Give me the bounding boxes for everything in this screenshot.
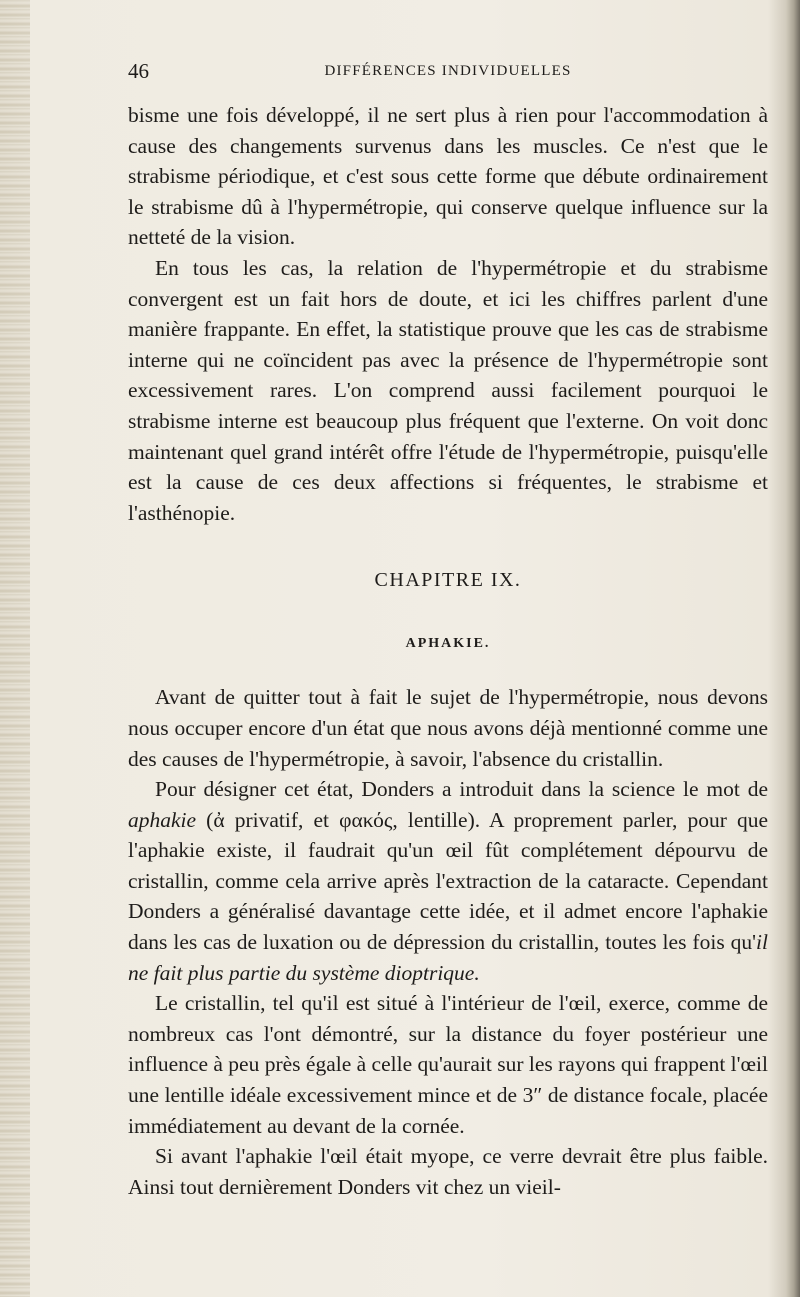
- paragraph-strabisme: En tous les cas, la relation de l'hypermétropie et du strabisme convergent est un fait hors de doute, et ici les chiffres parlent d'une manière frappante. En effet, la statistique prouve que les cas de strabisme interne qui ne coïncident pas avec la présence de l'hypermétropie sont excessivement rares. L'on comprend aussi facilement pourquoi le strabisme interne est beaucoup plus fréquent que l'externe. On voit donc maintenant quel grand intérêt offre l'étude de l'hypermétropie, puisqu'elle est la cause de ces deux affections si fréquentes, le strabisme et l'asthénopie.: [128, 255, 768, 525]
- italic-phrase: il ne fait plus partie du système dioptrique.: [128, 930, 768, 985]
- page-number: 46: [128, 59, 149, 83]
- paragraph-myope: Si avant l'aphakie l'œil était myope, ce verre devrait être plus faible. Ainsi tout dernièrement Donders vit chez un vieil-: [128, 1144, 768, 1199]
- page-edge-shadow: [786, 0, 800, 1297]
- paragraph-definition: [128, 774, 768, 988]
- paragraph-definition-text-1: Pour désigner cet état, Donders a introduit dans la science le mot de: [155, 777, 768, 802]
- body-text: [128, 100, 768, 1202]
- page-gutter: [0, 0, 30, 1297]
- page-content: [128, 0, 776, 1297]
- paragraph-definition-text-2: (ἀ privatif, et φακός, lentille). A proprement parler, pour que l'aphakie existe, il faudrait qu'un œil fût complétement dépourvu de cristallin, comme cela arrive après l'extraction de la cataracte. Cependant Donders a généralisé davantage cette idée, et il admet encore l'aphakie dans les cas de luxation ou de dépression du cristallin, toutes les fois qu': [128, 807, 768, 955]
- term-aphakie: aphakie: [128, 807, 197, 832]
- page-header: [128, 58, 768, 84]
- paragraph-avant: Avant de quitter tout à fait le sujet de l'hypermétropie, nous devons nous occuper encore d'un état que nous avons déjà mentionné comme une des causes de l'hypermétropie, à savoir, l'absence du cristallin.: [128, 685, 768, 771]
- chapter-subtitle: APHAKIE.: [405, 636, 491, 652]
- paragraph-cristallin: Le cristallin, tel qu'il est situé à l'intérieur de l'œil, exerce, comme de nombreux cas l'ont démontré, sur la distance du foyer postérieur une influence à peu près égale à celle qu'aurait sur les rayons qui frappent l'œil une lentille idéale excessivement mince et de 3″ de distance focale, placée immédiatement au devant de la cornée.: [128, 991, 768, 1138]
- chapter-title: CHAPITRE IX.: [374, 569, 522, 592]
- running-head: DIFFÉRENCES INDIVIDUELLES: [324, 63, 572, 79]
- paragraph-continued: bisme une fois développé, il ne sert plus à rien pour l'accommodation à cause des changements survenus dans les muscles. Ce n'est que le strabisme périodique, et c'est sous cette forme que débute ordinairement le strabisme dû à l'hypermétropie, qui conserve quelque influence sur la netteté de la vision.: [128, 103, 768, 250]
